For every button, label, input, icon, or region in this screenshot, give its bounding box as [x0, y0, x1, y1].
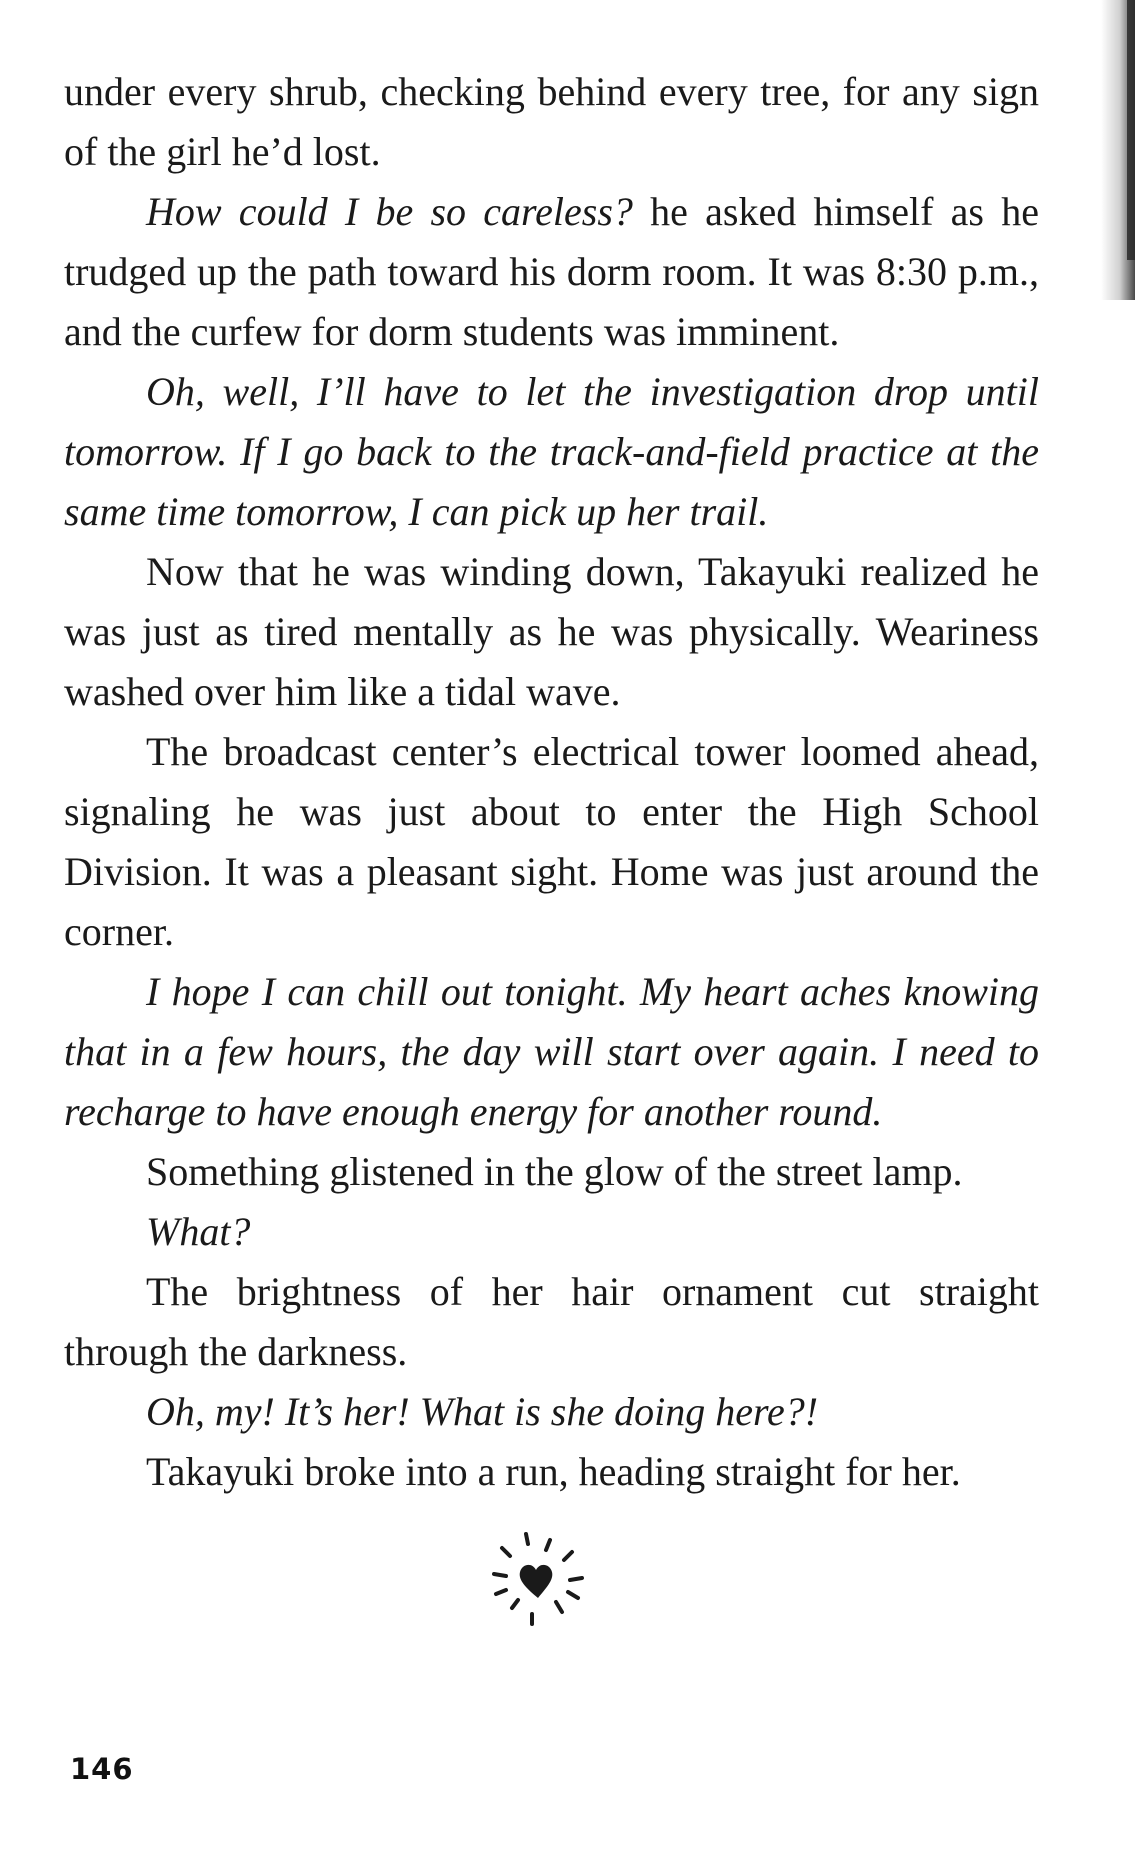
paragraph-1: under every shrub, checking behind every tree, for any sign of the girl he’d lost. [64, 69, 1039, 174]
page-number: 146 [70, 1752, 134, 1786]
paragraph-7: Something glistened in the glow of the street lamp. [146, 1149, 963, 1194]
paragraph-4: Now that he was winding down, Takayuki realized he was just as tired mentally as he was physically. Weariness washed over him like a tidal wave. [64, 549, 1039, 714]
paragraph-2-thought: How could I be so careless? [146, 189, 633, 234]
body-text [64, 62, 1039, 1502]
paragraph-2 [64, 182, 1039, 362]
paragraph-10: Oh, my! It’s her! What is she doing here?! [146, 1389, 819, 1434]
heart-burst-icon [488, 1528, 588, 1638]
paragraph-9: The brightness of her hair ornament cut straight through the darkness. [64, 1269, 1039, 1374]
paragraph-5: The broadcast center’s electrical tower loomed ahead, signaling he was just about to enter the High School Division. It was a pleasant sight. Home was just around the corner. [64, 729, 1039, 954]
page-edge-shadow [1101, 0, 1135, 300]
paragraph-6: I hope I can chill out tonight. My heart aches knowing that in a few hours, the day will start over again. I need to recharge to have enough energy for another round. [64, 969, 1039, 1134]
paragraph-3: Oh, well, I’ll have to let the investigation drop until tomorrow. If I go back to the track-and-field practice at the same time tomorrow, I can pick up her trail. [64, 369, 1039, 534]
paragraph-2-narration: he asked himself as he trudged up the path toward his dorm room. It was 8:30 p.m., and the curfew for dorm students was imminent. [64, 189, 1039, 354]
paragraph-11: Takayuki broke into a run, heading straight for her. [146, 1449, 961, 1494]
paragraph-8: What? [146, 1209, 251, 1254]
